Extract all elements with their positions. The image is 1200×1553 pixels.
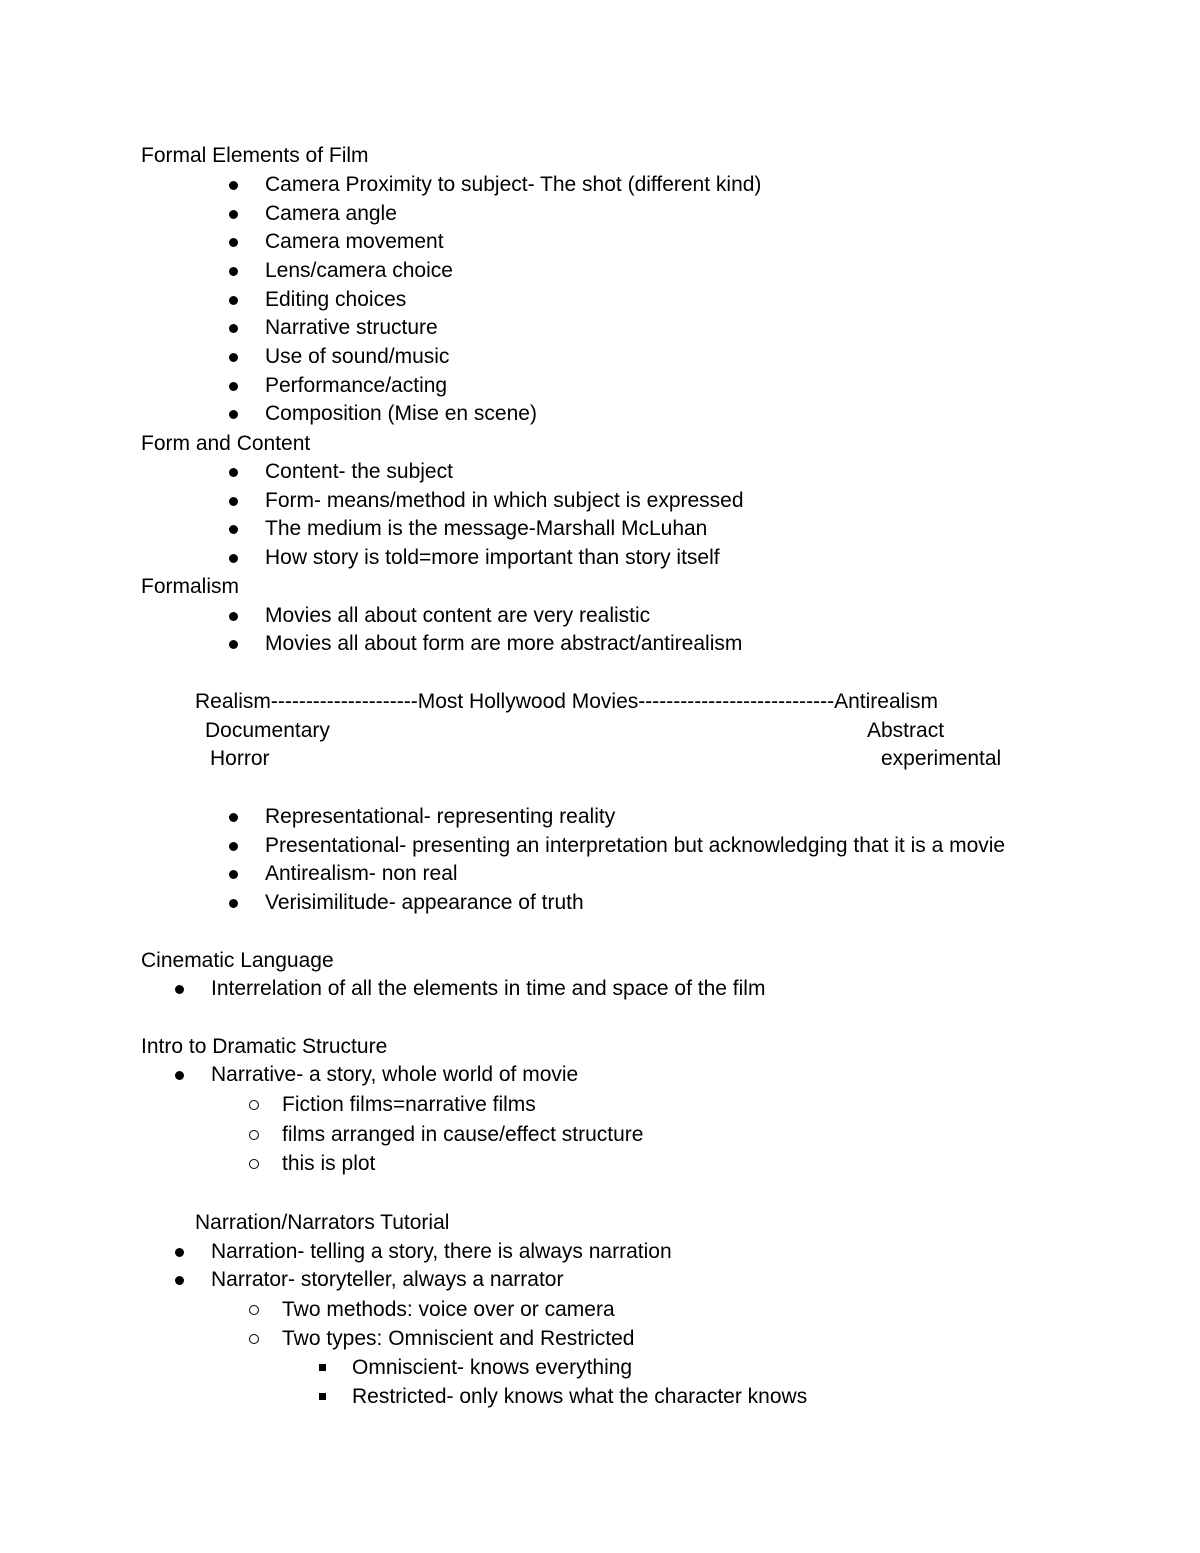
sub-list-item: this is plot xyxy=(282,1152,376,1175)
list-item: How story is told=more important than story itself xyxy=(265,546,720,569)
heading-cinematic-language: Cinematic Language xyxy=(141,949,334,972)
list-item: Editing choices xyxy=(265,288,407,311)
list-item: Lens/camera choice xyxy=(265,259,453,282)
sub-list-item: Two methods: voice over or camera xyxy=(282,1298,615,1321)
list-item: Verisimilitude- appearance of truth xyxy=(265,891,584,914)
spectrum-right-label: experimental xyxy=(881,747,1002,770)
heading-formalism: Formalism xyxy=(141,575,239,598)
list-item: Content- the subject xyxy=(265,460,453,483)
heading-form-content: Form and Content xyxy=(141,432,311,455)
list-item: Camera angle xyxy=(265,202,397,225)
list-item: Form- means/method in which subject is expressed xyxy=(265,489,744,512)
list-item: Narrative- a story, whole world of movie xyxy=(211,1063,579,1086)
list-item: Camera movement xyxy=(265,230,444,253)
list-item: Composition (Mise en scene) xyxy=(265,402,537,425)
list-item: Narrator- storyteller, always a narrator xyxy=(211,1268,564,1291)
sub-sub-list-item: Restricted- only knows what the character knows xyxy=(352,1385,808,1408)
realism-spectrum-line: Realism---------------------Most Hollywood Movies----------------------------Antirealism xyxy=(195,690,938,713)
list-item: Performance/acting xyxy=(265,374,448,397)
list-item: Antirealism- non real xyxy=(265,862,458,885)
list-item: Narration- telling a story, there is always narration xyxy=(211,1240,672,1263)
spectrum-left-label: Horror xyxy=(210,747,270,770)
spectrum-left-label: Documentary xyxy=(205,719,330,742)
heading-formal-elements: Formal Elements of Film xyxy=(141,144,369,167)
list-item: Narrative structure xyxy=(265,316,438,339)
sub-list-item: films arranged in cause/effect structure xyxy=(282,1123,644,1146)
list-item: Interrelation of all the elements in time and space of the film xyxy=(211,977,766,1000)
list-item: Presentational- presenting an interpretation but acknowledging that it is a movie xyxy=(265,834,1006,857)
sub-list-item: Two types: Omniscient and Restricted xyxy=(282,1327,635,1350)
list-item: Representational- representing reality xyxy=(265,805,616,828)
sub-sub-list-item: Omniscient- knows everything xyxy=(352,1356,633,1379)
spectrum-right-label: Abstract xyxy=(867,719,945,742)
list-item: Movies all about form are more abstract/antirealism xyxy=(265,632,743,655)
sub-list-item: Fiction films=narrative films xyxy=(282,1093,536,1116)
list-item: Movies all about content are very realistic xyxy=(265,604,651,627)
heading-narration: Narration/Narrators Tutorial xyxy=(195,1211,450,1234)
list-item: Use of sound/music xyxy=(265,345,450,368)
heading-dramatic-structure: Intro to Dramatic Structure xyxy=(141,1035,388,1058)
list-item: Camera Proximity to subject- The shot (different kind) xyxy=(265,173,762,196)
list-item: The medium is the message-Marshall McLuhan xyxy=(265,517,708,540)
